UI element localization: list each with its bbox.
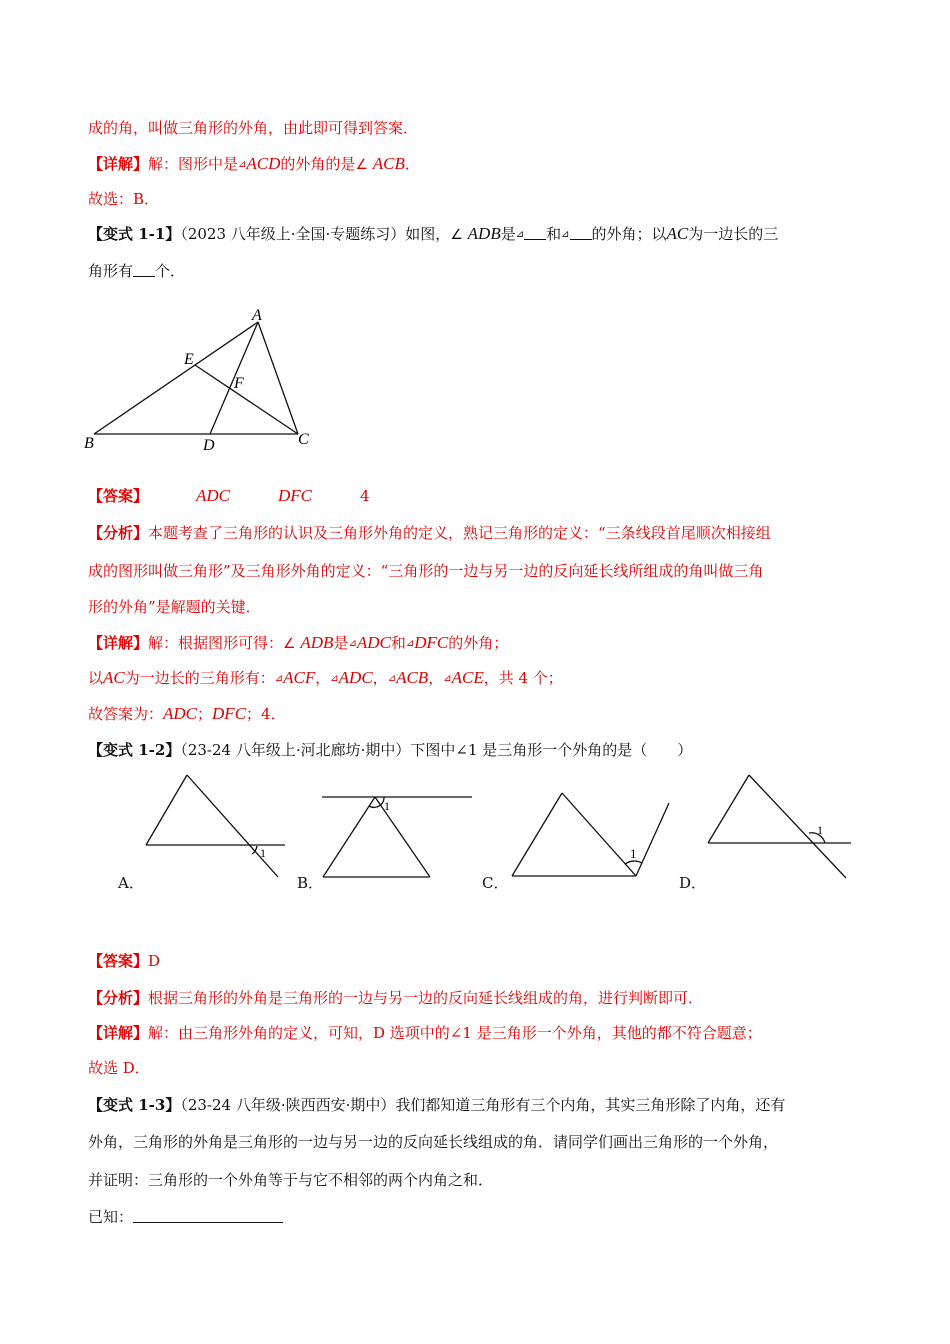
analysis-line: [88, 986, 890, 1010]
analysis-line3: [88, 595, 890, 619]
math-adb: ADB: [300, 633, 334, 652]
math-ace: ACE: [451, 668, 484, 687]
triangle-symbol: ⊿: [561, 229, 570, 240]
variant-text: 角形有: [88, 262, 134, 280]
separator: ，: [315, 669, 331, 687]
detail-text: 为一边长的三角形有：: [124, 669, 275, 687]
answer-line: [88, 484, 890, 508]
variant-text: 外角，三角形的外角是三角形的一边与另一边的反向延长线组成的角．请同学们画出三角形的一个外角，: [88, 1133, 779, 1151]
variant-text: （23-24 八年级·陕西西安·期中）我们都知道三角形有三个内角，其实三角形除了内角，还有: [180, 1096, 786, 1114]
exterior-ray: [636, 803, 669, 876]
triangle-figure: [80, 300, 340, 460]
detail-line2: [88, 666, 890, 691]
analysis-text: 形的外角”是解题的关键．: [88, 598, 261, 616]
math-adc: ADC: [356, 633, 391, 652]
detail-line: [88, 152, 890, 177]
known-label: 已知：: [88, 1208, 134, 1226]
text-l1: 成的角，叫做三角形的外角，由此即可得到答案．: [88, 119, 419, 137]
detail-tag: 【详解】: [88, 1024, 149, 1042]
angle-symbol: ∠: [355, 157, 368, 173]
detail-text: 以: [88, 669, 104, 687]
separator: ；: [197, 705, 213, 723]
angle-symbol: ∠: [283, 636, 296, 652]
separator: ，: [372, 669, 388, 687]
choice-line: [88, 187, 890, 211]
option-b-label[interactable]: B．: [297, 874, 324, 892]
variant-text: 是: [500, 225, 516, 243]
math-dfc: DFC: [414, 633, 449, 652]
detail-pre: 解：图形中是: [148, 155, 239, 173]
detail-tag: 【详解】: [88, 155, 149, 173]
math-acb: ACB: [372, 154, 405, 173]
detail-text: 故答案为：: [88, 705, 164, 723]
variant-text: 个．: [155, 262, 186, 280]
segment-ec: [195, 365, 298, 434]
variant-text: 为一边长的三: [688, 225, 779, 243]
segment-ac: [258, 322, 298, 434]
detail-text: 解：由三角形外角的定义，可知，D 选项中的∠1 是三角形一个外角，其他的都不符合题意；: [148, 1024, 762, 1042]
math-adb: ADB: [467, 224, 501, 243]
triangle-side: [323, 797, 375, 877]
angle-label-1: 1: [260, 846, 266, 860]
detail-text: ；4．: [246, 705, 286, 723]
label-f: F: [234, 375, 244, 392]
variant-1-2-line: [88, 738, 890, 762]
detail-text: 解：根据图形可得：: [148, 634, 284, 652]
answer-blank[interactable]: [133, 262, 155, 277]
triangle-side-extended: [187, 775, 278, 877]
option-a-label[interactable]: A．: [118, 874, 144, 892]
analysis-text: 成的图形叫做三角形”及三角形外角的定义：“三角形的一边与另一边的反向延长线所组成的角叫做三角: [88, 562, 764, 580]
math-acf: ACF: [283, 668, 316, 687]
answer-blank[interactable]: [570, 225, 592, 240]
math-adc: ADC: [163, 704, 198, 723]
detail-tag: 【详解】: [88, 634, 149, 652]
triangle-symbol: ⊿: [387, 673, 397, 684]
detail-line3: [88, 702, 890, 726]
analysis-line2: [88, 559, 890, 583]
answer-value: D: [148, 952, 161, 970]
variant-1-1-line1: [88, 222, 890, 247]
answer-line: [88, 949, 890, 973]
variant-source: （2023 八年级上·全国·专题练习）如图，: [180, 225, 451, 243]
text-line: [88, 116, 890, 140]
math-dfc: DFC: [212, 704, 247, 723]
label-d: D: [203, 437, 215, 454]
triangle-side-extended: [749, 775, 846, 878]
variant-text: （23-24 八年级上·河北廊坊·期中）下图中∠1 是三角形一个外角的是（ ）: [180, 741, 693, 759]
triangle-side: [708, 775, 749, 843]
angle-label-1: 1: [630, 846, 637, 861]
triangle-symbol: ⊿: [348, 638, 357, 649]
variant-1-3-line2: [88, 1130, 890, 1154]
answer-blank[interactable]: [524, 225, 546, 240]
triangle-side: [146, 775, 187, 845]
variant-1-1-line2: [88, 259, 890, 283]
detail-text: ，共 4 个；: [483, 669, 563, 687]
triangle-symbol: ⊿: [238, 159, 247, 170]
known-line: [88, 1205, 890, 1229]
detail-text: 的外角；: [448, 634, 509, 652]
detail-line-b: [88, 1056, 890, 1080]
triangle-symbol: ⊿: [274, 673, 284, 684]
angle-label-1: 1: [384, 799, 390, 813]
detail-mid: 的外角的是: [280, 155, 356, 173]
detail-line: [88, 1021, 890, 1045]
variant-tag: 【变式 1-2】: [88, 741, 181, 759]
option-d-figure[interactable]: [705, 770, 855, 882]
choice-value: B．: [133, 190, 160, 208]
triangle-side: [512, 793, 562, 876]
detail-text: 是: [333, 634, 349, 652]
label-e: E: [184, 351, 194, 368]
analysis-tag: 【分析】: [88, 524, 149, 542]
angle-label-1: 1: [817, 823, 823, 837]
detail-line1: [88, 631, 890, 656]
triangle-symbol: ⊿: [443, 673, 452, 684]
angle-symbol: ∠: [450, 227, 463, 243]
math-acd: ACD: [246, 154, 281, 173]
analysis-text: 根据三角形的外角是三角形的一边与另一边的反向延长线组成的角，进行判断即可．: [148, 989, 704, 1007]
option-d-label[interactable]: D．: [679, 874, 707, 892]
answer-tag: 【答案】: [88, 952, 149, 970]
variant-tag: 【变式 1-3】: [88, 1096, 181, 1114]
choice-tag: 故选：: [88, 190, 134, 208]
variant-text: 的外角；以: [591, 225, 667, 243]
answer-2: DFC: [278, 486, 313, 505]
analysis-tag: 【分析】: [88, 989, 149, 1007]
label-b: B: [84, 435, 94, 452]
detail-text: 和: [390, 634, 406, 652]
option-a-figure[interactable]: [140, 770, 290, 880]
label-a: A: [252, 307, 262, 324]
variant-tag: 【变式 1-1】: [88, 225, 181, 243]
variant-1-3-line3: [88, 1168, 890, 1192]
detail-text: 故选 D．: [88, 1059, 150, 1077]
option-c-figure[interactable]: [508, 788, 673, 882]
math-adc: ADC: [338, 668, 373, 687]
option-c-label[interactable]: C．: [482, 874, 509, 892]
triangle-symbol: ⊿: [330, 673, 339, 684]
variant-1-3-line1: [88, 1093, 890, 1117]
detail-end: ．: [404, 155, 420, 173]
known-blank[interactable]: [133, 1208, 283, 1223]
math-acb: ACB: [396, 668, 429, 687]
option-b-figure[interactable]: [318, 790, 478, 882]
math-ac: AC: [666, 224, 689, 243]
analysis-text: 本题考查了三角形的认识及三角形外角的定义，熟记三角形的定义：“三条线段首尾顺次相接组: [148, 524, 771, 542]
triangle-symbol: ⊿: [515, 229, 525, 240]
answer-3: 4: [360, 487, 370, 505]
label-c: C: [298, 431, 309, 448]
answer-tag: 【答案】: [88, 487, 149, 505]
math-ac: AC: [103, 668, 125, 687]
separator: ，: [428, 669, 444, 687]
angle-arc: [625, 861, 642, 864]
answer-1: ADC: [196, 486, 231, 505]
triangle-symbol: ⊿: [405, 638, 415, 649]
analysis-line1: [88, 521, 890, 545]
variant-text: 并证明：三角形的一个外角等于与它不相邻的两个内角之和．: [88, 1171, 494, 1189]
variant-text: 和: [546, 225, 562, 243]
